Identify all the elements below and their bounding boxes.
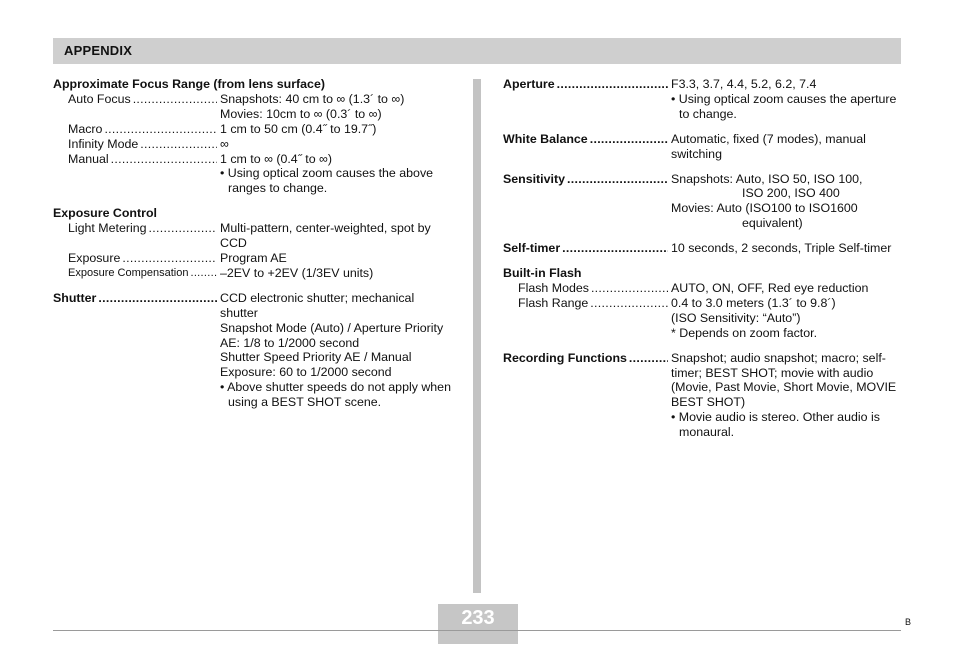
exposure-control-heading: Exposure Control <box>53 206 157 221</box>
infinity-mode-row <box>53 137 453 152</box>
footer-mark: B <box>905 617 912 627</box>
manual-note: • Using optical zoom causes the above ranges to change. <box>220 166 434 196</box>
shutter-row <box>53 291 453 410</box>
manual-label: Manual <box>68 151 109 166</box>
auto-focus-snapshots: Snapshots: 40 cm to ∞ (1.3´ to ∞) <box>220 91 405 106</box>
page-number: 233 <box>461 607 495 629</box>
exposure-compensation-row <box>53 266 453 281</box>
auto-focus-movies: Movies: 10cm to ∞ (0.3´ to ∞) <box>220 106 382 121</box>
exposure-compensation-value: –2EV to +2EV (1/3EV units) <box>220 265 374 280</box>
sensitivity-movies: Movies: Auto (ISO100 to ISO1600 <box>671 201 858 216</box>
flash-modes-value: AUTO, ON, OFF, Red eye reduction <box>671 280 869 295</box>
manual-row <box>53 152 453 197</box>
auto-focus-row <box>53 92 453 122</box>
exposure-label: Exposure <box>68 250 121 265</box>
flash-modes-label: Flash Modes <box>518 280 589 295</box>
exposure-compensation-label: Exposure Compensation <box>68 266 189 279</box>
footer-rule <box>53 630 901 631</box>
self-timer-section <box>503 241 901 256</box>
light-metering-label: Light Metering <box>68 221 147 236</box>
aperture-row <box>503 77 901 122</box>
infinity-mode-value: ∞ <box>220 136 229 151</box>
aperture-section <box>503 77 901 122</box>
macro-value: 1 cm to 50 cm (0.4˝ to 19.7˝) <box>220 121 377 136</box>
recording-functions-value: Snapshot; audio snapshot; macro; self-timer; BEST SHOT; movie with audio (Movie, Past Movie, Short Movie, MOVIE BEST SHOT) <box>671 350 897 410</box>
header-bar <box>53 38 901 64</box>
flash-range-iso: (ISO Sensitivity: “Auto”) <box>671 310 801 325</box>
manual-value: 1 cm to ∞ (0.4˝ to ∞) <box>220 151 332 166</box>
column-divider <box>473 79 481 593</box>
shutter-snapshot-auto: Snapshot Mode (Auto) / Aperture Priority AE: 1/8 to 1/2000 second <box>220 320 444 350</box>
sensitivity-section <box>503 172 901 232</box>
sensitivity-snapshots-cont: ISO 200, ISO 400 <box>742 186 840 201</box>
focus-range-section <box>53 77 453 196</box>
recording-functions-section <box>503 351 901 440</box>
flash-range-label: Flash Range <box>518 295 589 310</box>
aperture-note: • Using optical zoom causes the aperture to change. <box>671 91 897 121</box>
aperture-label: Aperture <box>503 77 555 91</box>
shutter-type: CCD electronic shutter; mechanical shutter <box>220 290 415 320</box>
recording-functions-note: • Movie audio is stereo. Other audio is monaural. <box>671 410 880 440</box>
exposure-control-section <box>53 206 453 281</box>
right-column <box>503 77 901 450</box>
page-number-box <box>438 604 518 644</box>
self-timer-row <box>503 241 901 256</box>
self-timer-value: 10 seconds, 2 seconds, Triple Self-timer <box>671 241 892 256</box>
sensitivity-snapshots: Snapshots: Auto, ISO 50, ISO 100, <box>671 171 863 186</box>
macro-label: Macro <box>68 121 103 136</box>
infinity-mode-label: Infinity Mode <box>68 136 139 151</box>
aperture-value: F3.3, 3.7, 4.4, 5.2, 6.2, 7.4 <box>671 77 817 91</box>
exposure-value: Program AE <box>220 250 287 265</box>
shutter-section <box>53 291 453 410</box>
built-in-flash-heading: Built-in Flash <box>503 266 582 281</box>
built-in-flash-section <box>503 266 901 341</box>
light-metering-value: Multi-pattern, center-weighted, spot by CCD <box>220 221 431 251</box>
flash-modes-row <box>503 281 901 296</box>
recording-functions-label: Recording Functions <box>503 350 627 365</box>
recording-functions-row <box>503 351 901 440</box>
left-column <box>53 77 453 420</box>
white-balance-row <box>503 132 901 162</box>
white-balance-label: White Balance <box>503 131 588 146</box>
sensitivity-movies-cont: equivalent) <box>742 216 803 231</box>
white-balance-section <box>503 132 901 162</box>
shutter-speed-priority: Shutter Speed Priority AE / Manual Exposure: 60 to 1/2000 second <box>220 350 412 380</box>
section-title: APPENDIX <box>64 43 133 58</box>
flash-range-value: 0.4 to 3.0 meters (1.3´ to 9.8´) <box>671 295 836 310</box>
sensitivity-row <box>503 172 901 232</box>
macro-row <box>53 122 453 137</box>
sensitivity-label: Sensitivity <box>503 171 565 186</box>
auto-focus-label: Auto Focus <box>68 91 131 106</box>
shutter-note: • Above shutter speeds do not apply when using a BEST SHOT scene. <box>220 380 451 410</box>
focus-range-heading: Approximate Focus Range (from lens surface) <box>53 77 325 91</box>
flash-range-note: * Depends on zoom factor. <box>671 325 818 340</box>
exposure-row <box>53 251 453 266</box>
light-metering-row <box>53 221 453 251</box>
shutter-label: Shutter <box>53 290 97 305</box>
self-timer-label: Self-timer <box>503 241 561 256</box>
flash-range-row <box>503 296 901 341</box>
white-balance-value: Automatic, fixed (7 modes), manual switching <box>671 131 866 161</box>
